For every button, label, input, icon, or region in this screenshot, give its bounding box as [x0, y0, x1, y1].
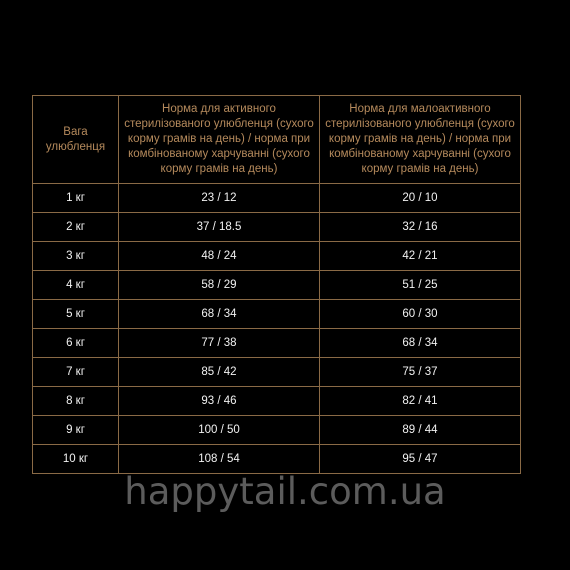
header-pet-weight: [33, 96, 119, 184]
cell-low-active: 89 / 44: [320, 416, 521, 445]
cell-active: 85 / 42: [119, 358, 320, 387]
header-active-norm-label: Норма для активного стерилізованого улюбленця (сухого корму грамів на день) / норма при комбінованому харчуванні (сухого корму грамів на день): [124, 103, 314, 175]
cell-low-active: 95 / 47: [320, 445, 521, 474]
feeding-norms-table: [32, 95, 521, 474]
table-row: [33, 387, 521, 416]
cell-low-active: 68 / 34: [320, 329, 521, 358]
table-header-row: [33, 96, 521, 184]
cell-weight: 2 кг: [33, 213, 119, 242]
header-active-norm: [119, 96, 320, 184]
table-row: [33, 271, 521, 300]
cell-low-active: 75 / 37: [320, 358, 521, 387]
table-row: [33, 358, 521, 387]
cell-weight: 9 кг: [33, 416, 119, 445]
cell-weight: 3 кг: [33, 242, 119, 271]
cell-low-active: 42 / 21: [320, 242, 521, 271]
cell-low-active: 32 / 16: [320, 213, 521, 242]
cell-active: 48 / 24: [119, 242, 320, 271]
cell-active: 23 / 12: [119, 184, 320, 213]
table-row: [33, 242, 521, 271]
cell-active: 37 / 18.5: [119, 213, 320, 242]
cell-weight: 1 кг: [33, 184, 119, 213]
cell-active: 68 / 34: [119, 300, 320, 329]
cell-weight: 5 кг: [33, 300, 119, 329]
cell-low-active: 82 / 41: [320, 387, 521, 416]
cell-active: 58 / 29: [119, 271, 320, 300]
site-watermark: happytail.com.ua: [124, 470, 446, 513]
table-row: [33, 184, 521, 213]
cell-weight: 7 кг: [33, 358, 119, 387]
table-row: [33, 300, 521, 329]
cell-active: 93 / 46: [119, 387, 320, 416]
header-pet-weight-label: Вага улюбленця: [45, 125, 106, 153]
table-row: [33, 416, 521, 445]
cell-weight: 8 кг: [33, 387, 119, 416]
cell-active: 77 / 38: [119, 329, 320, 358]
cell-low-active: 20 / 10: [320, 184, 521, 213]
cell-active: 100 / 50: [119, 416, 320, 445]
cell-weight: 4 кг: [33, 271, 119, 300]
header-low-active-norm-label: Норма для малоактивного стерилізованого улюбленця (сухого корму грамів на день) / норма при комбінованому харчуванні (сухого корму грамів на день): [325, 103, 515, 175]
cell-low-active: 60 / 30: [320, 300, 521, 329]
table-row: [33, 213, 521, 242]
cell-low-active: 51 / 25: [320, 271, 521, 300]
header-low-active-norm: [320, 96, 521, 184]
table-row: [33, 329, 521, 358]
cell-weight: 10 кг: [33, 445, 119, 474]
cell-active: 108 / 54: [119, 445, 320, 474]
cell-weight: 6 кг: [33, 329, 119, 358]
